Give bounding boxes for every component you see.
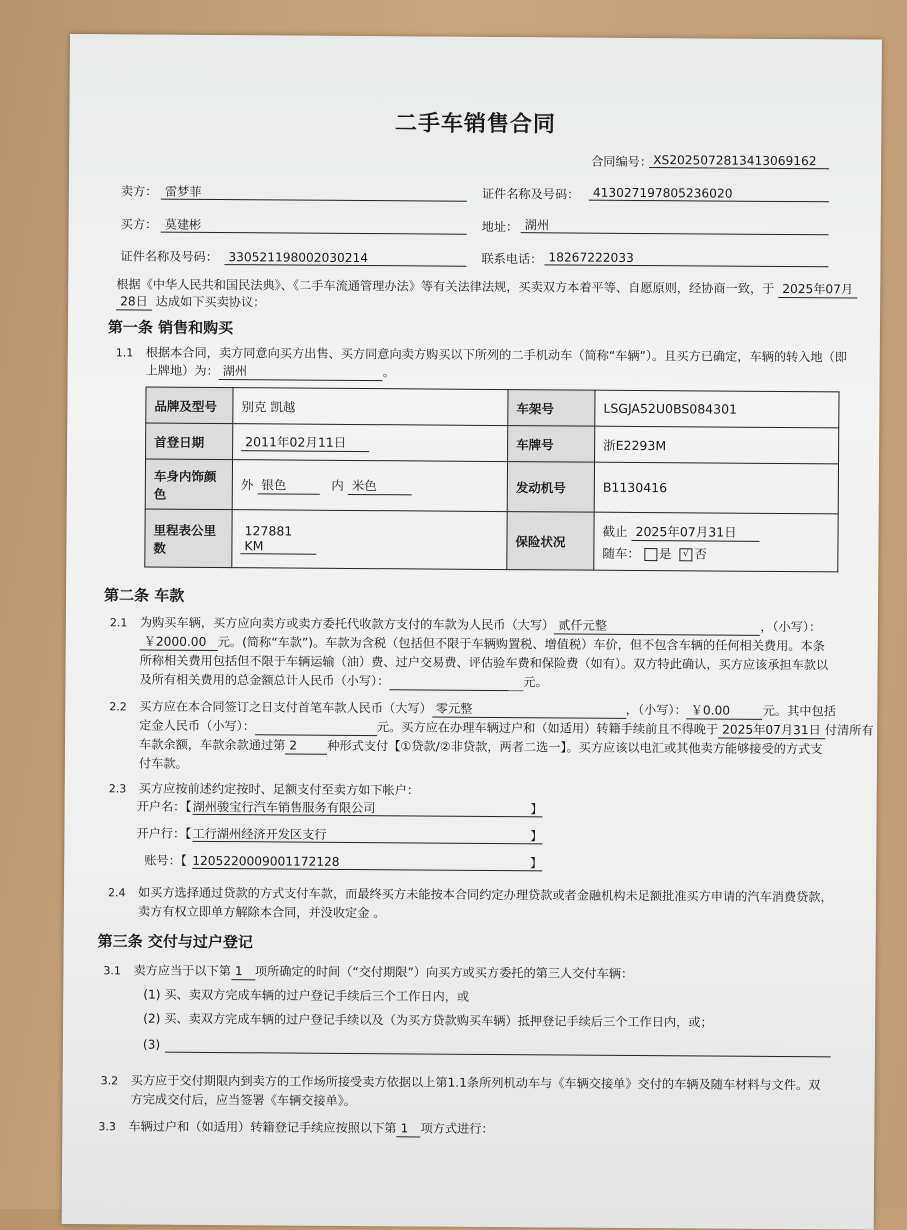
buyer-name: 莫建彬 [161, 217, 467, 235]
mileage-label: 里程表公里数 [145, 509, 232, 568]
contract-no: XS2025072813413069162 [649, 152, 829, 169]
phone: 18267222033 [544, 249, 828, 267]
color-label: 车身内饰颜色 [145, 459, 232, 510]
clause-2-1-line3: 所称相关费用包括但不限于车辆运输（油）费、过户交易费、评估验车费和保险费（如有）。双方特此确认，买方应该承担车款以 [139, 653, 829, 673]
price-upper: 贰仟元整 [554, 617, 760, 635]
article-1-title: 第一条 销售和购买 [107, 318, 234, 338]
article-2-title: 第二条 车款 [104, 586, 185, 605]
reg-date-label: 首登日期 [146, 423, 233, 460]
vehicle-table [144, 387, 839, 573]
reg-date-value: 2011年02月11日 [241, 432, 369, 452]
address-label: 地址： [481, 219, 519, 235]
seller-id-label: 证件名称及号码： [481, 186, 580, 202]
buyer-label: 买方： [120, 217, 158, 232]
contract-no-label: 合同编号： [591, 154, 653, 170]
clause-2-4-line1: 如买方选择通过贷款的方式支付车款，而最终买方未能按本合同约定办理贷款或者金融机构未足额批准买方申请的汽车消费贷款， [137, 885, 833, 905]
delivery-option-2: (2) 买、卖双方完成车辆的过户登记手续以及（为买方贷款购买车辆）抵押登记手续后三个工作日内，或； [143, 1011, 713, 1030]
plate-label: 车牌号 [508, 426, 595, 463]
mileage-cell [232, 510, 507, 570]
clause-2-1-line4: 及所有相关费用的总金额总计人民币（小写）： 元。 [139, 672, 548, 690]
vin-label: 车架号 [508, 390, 595, 427]
final-pay-date: 2025年07月31日 [718, 722, 825, 740]
bank-branch-label: 开户行：【 [136, 826, 192, 841]
brand-value: 别克 凯越 [233, 388, 508, 426]
deposit-amount [255, 718, 377, 736]
account-name: 湖州骏宝行汽车销售服务有限公司 】 [192, 799, 543, 817]
plate-value: 浙E2293M [595, 426, 839, 464]
destination-city: 湖州 [219, 363, 383, 381]
clause-num: 2.3 [108, 782, 127, 796]
phone-label: 联系电话： [481, 251, 543, 267]
clause-2-3-line1: 买方应按前述约定按时、足额支付至卖方如下帐户： [138, 781, 420, 798]
insurance-yes-checkbox [644, 548, 657, 561]
clause-2-2-line1: 买方应在本合同签订之日支付首笔车款人民币（大写） 零元整 ，（小写）： ￥0.00 元。其中包括 [139, 699, 836, 719]
clause-3-2-line1: 买方应于交付期限内到卖方的工作场所接受卖方依据以上第1.1条所列机动车与《车辆交接单》交付的车辆及随车材料与文件。双 [130, 1073, 821, 1093]
clause-num: 3.2 [100, 1074, 119, 1088]
brand-label: 品牌及型号 [146, 387, 233, 424]
total-amount [389, 673, 523, 691]
vin-value: LSGJA52U0BS084301 [595, 390, 839, 428]
clause-3-3-line1: 车辆过户和（如适用）转籍登记手续应按照以下第 1 项方式进行： [128, 1119, 494, 1136]
clause-2-1-line1: 为购买车辆，买方应向卖方或卖方委托代收款方支付的车款为人民币（大写） 贰仟元整 ，（小写）： [139, 615, 822, 635]
color-cell: 外 银色 内 米色 [232, 460, 507, 512]
bank-branch: 工行湖州经济开发区支行 】 [192, 826, 543, 844]
delivery-option-1: (1) 买、卖双方完成车辆的过户登记手续后三个工作日内，或 [143, 987, 470, 1004]
insurance-label: 保险状况 [507, 512, 594, 571]
engine-value: B1130416 [594, 462, 838, 514]
account-number: 1205220009001172128 】 [192, 853, 543, 871]
preamble-date-b: 28日 [116, 293, 152, 310]
seller-id: 413027197805236020 [589, 185, 829, 203]
down-payment-upper: 零元整 [432, 701, 626, 719]
clause-num: 2.2 [109, 700, 127, 714]
reg-date-cell [233, 424, 508, 462]
preamble-line1: 根据《中华人民共和国民法典》、《二手车流通管理办法》等有关法律法规，买卖双方本着平等、自愿原则，经协商一致，于 2025年07月 [116, 276, 857, 298]
mileage-value: 127881 KM [240, 523, 316, 555]
buyer-id-label: 证件名称及号码： [120, 249, 218, 265]
clause-2-2-line4: 付车款。 [138, 756, 188, 771]
insurance-cell: 截止 2025年07月31日 随车： 是 √ 否 [594, 512, 838, 572]
clause-num: 3.1 [103, 964, 122, 978]
document-title: 二手车销售合同 [394, 111, 556, 138]
clause-num: 2.1 [109, 616, 128, 630]
clause-2-2-line2: 定金人民币（小写）： 元。买方应在办理车辆过户和（如适用）转籍手续前且不得晚于 2025年07月31日 付清所有 [139, 718, 874, 738]
article-3-title: 第三条 交付与过户登记 [97, 932, 253, 952]
down-payment-lower: ￥0.00 [687, 702, 763, 720]
clause-1-1-line2: 上牌地）为： 湖州 。 [145, 363, 396, 380]
payment-method: 2 [285, 738, 327, 755]
clause-num: 2.4 [107, 886, 126, 900]
preamble-date-a: 2025年07月 [778, 281, 857, 299]
delivery-option: 1 [231, 963, 255, 980]
preamble-line2: 28日 达成如下买卖协议： [116, 293, 265, 311]
seller-name: 雷梦菲 [161, 184, 467, 202]
clause-num: 1.1 [115, 346, 134, 360]
clause-2-1-line2: ￥2000.00 元。(简称“车款”)。车款为含税（包括但不限于车辆购置税、增值税）车价，但不包含车辆的任何相关费用。本条 [140, 634, 825, 656]
delivery-option-3: (3) [142, 1037, 161, 1052]
transfer-option: 1 [396, 1120, 420, 1137]
buyer-id: 330521198002030214 [224, 249, 466, 267]
price-lower: ￥2000.00 [140, 634, 218, 652]
clause-num: 3.3 [98, 1120, 116, 1134]
engine-label: 发动机号 [507, 462, 594, 513]
contract-page [62, 34, 882, 1230]
clause-1-1-line1: 根据本合同，卖方同意向买方出售、买方同意向卖方购买以下所列的二手机动车（简称“车辆”）。且买方已确定，车辆的转入地（即 [145, 345, 848, 365]
address: 湖州 [521, 217, 829, 235]
clause-3-2-line2: 方完成交付后，应当签署《车辆交接单》。 [130, 1092, 357, 1109]
delivery-option-3-blank [165, 1037, 831, 1058]
account-number-label: 账号：【 [144, 853, 187, 868]
clause-3-1-line1: 卖方应当于以下第 1 项所确定的时间（“交付期限”）向买方或买方委托的第三人交付车辆： [133, 963, 634, 981]
insurance-no-checkbox: √ [679, 548, 692, 561]
account-name-label: 开户名：【 [136, 799, 192, 814]
outer-color: 银色 [257, 475, 319, 494]
seller-label: 卖方： [120, 184, 158, 199]
clause-2-4-line2: 卖方有权立即单方解除本合同，并没收定金 。 [137, 904, 386, 921]
inner-color: 米色 [348, 476, 412, 495]
clause-2-2-line3: 车款余额，车款余款通过第 2 种形式支付【①贷款/②非贷款，两者二选一】。买方应该以电汇或其他卖方能够接受的方式支 [138, 737, 823, 757]
insurance-until: 2025年07月31日 [631, 521, 759, 541]
